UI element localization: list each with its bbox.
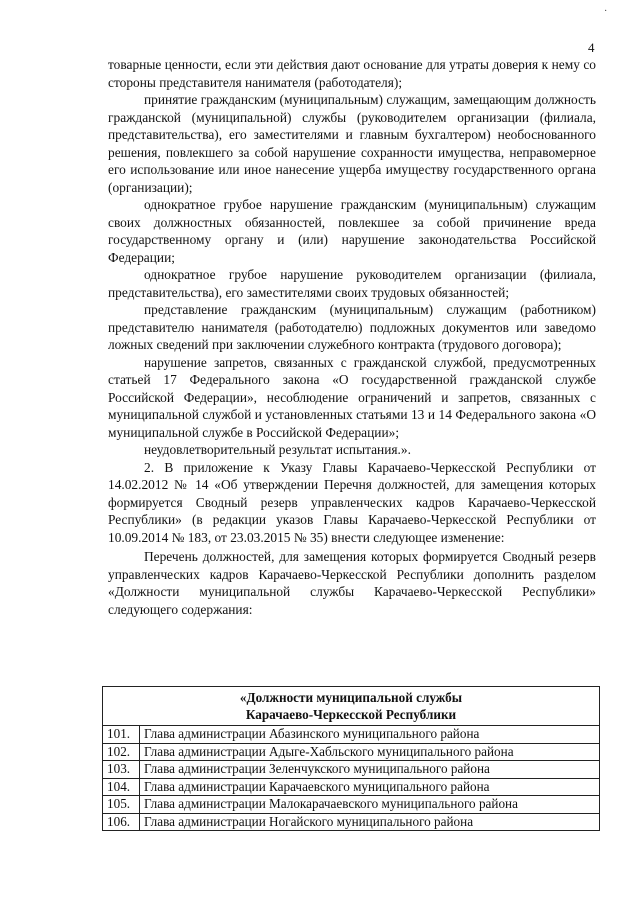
table-header-line: Карачаево-Черкесской Республики [245, 707, 457, 722]
row-title: Глава администрации Малокарачаевского муниципального района [140, 796, 600, 814]
table-header-line: «Должности муниципальной службы [239, 690, 463, 705]
paragraph: однократное грубое нарушение руководителем организации (филиала, представительства), его заместителями своих трудовых обязанностей; [108, 267, 596, 300]
row-number: 102. [103, 743, 140, 761]
document-body [108, 56, 596, 618]
row-number: 101. [103, 726, 140, 744]
corner-mark: · [604, 6, 608, 17]
row-title: Глава администрации Ногайского муниципального района [140, 813, 600, 831]
row-number: 104. [103, 778, 140, 796]
paragraph: товарные ценности, если эти действия дают основание для утраты доверия к нему со стороны представителя нанимателя (работодателя); [108, 57, 596, 90]
table-row [103, 778, 600, 796]
page-number: 4 [588, 40, 595, 55]
row-title: Глава администрации Адыге-Хабльского муниципального района [140, 743, 600, 761]
paragraph: Перечень должностей, для замещения которых формируется Сводный резерв управленческих кадров Карачаево-Черкесской Республики дополнить разделом «Должности муниципальной службы Карачаево-Черкесской Республики» следующего содержания: [108, 549, 596, 617]
table-header [103, 687, 600, 726]
row-title: Глава администрации Зеленчукского муниципального района [140, 761, 600, 779]
table-row [103, 743, 600, 761]
positions-table [102, 686, 600, 831]
row-title: Глава администрации Абазинского муниципального района [140, 726, 600, 744]
row-title: Глава администрации Карачаевского муниципального района [140, 778, 600, 796]
table-row [103, 813, 600, 831]
table-row [103, 761, 600, 779]
row-number: 106. [103, 813, 140, 831]
table-header-row [103, 687, 600, 726]
paragraph: принятие гражданским (муниципальным) служащим, замещающим должность гражданской (муниципальной) службы (руководителем организации (филиала, представительства), его заместителями и главным бухгалтером) необоснованного решения, повлекшего за собой нарушение сохранности имущества, неправомерное его использование или иное нанесение ущерба имуществу государственного органа (организации); [108, 92, 596, 195]
paragraph: 2. В приложение к Указу Главы Карачаево-Черкесской Республики от 14.02.2012 № 14 «Об утверждении Перечня должностей, для замещения которых формируется Сводный резерв управленческих кадров Карачаево-Черкесской Республики» (в редакции указов Главы Карачаево-Черкесской Республики от 10.09.2014 № 183, от 23.03.2015 № 35) внести следующее изменение: [108, 459, 596, 545]
row-number: 105. [103, 796, 140, 814]
table-row [103, 726, 600, 744]
row-number: 103. [103, 761, 140, 779]
table-row [103, 796, 600, 814]
paragraph: неудовлетворительный результат испытания.». [144, 442, 411, 457]
paragraph: нарушение запретов, связанных с гражданской службой, предусмотренных статьей 17 Федерального закона «О государственной гражданской службе Российской Федерации», несоблюдение ограничений и запретов, связанных с муниципальной службой и установленных статьями 13 и 14 Федерального закона «О муниципальной службе в Российской Федерации»; [108, 354, 596, 440]
paragraph: представление гражданским (муниципальным) служащим (работником) представителю нанимателя (работодателю) подложных документов или заведомо ложных сведений при заключении служебного контракта (трудового договора); [108, 302, 596, 352]
paragraph: однократное грубое нарушение гражданским (муниципальным) служащим своих должностных обязанностей, повлекшее за собой причинение вреда государственному органу и (или) нарушение законодательства Российской Федерации; [108, 197, 596, 265]
